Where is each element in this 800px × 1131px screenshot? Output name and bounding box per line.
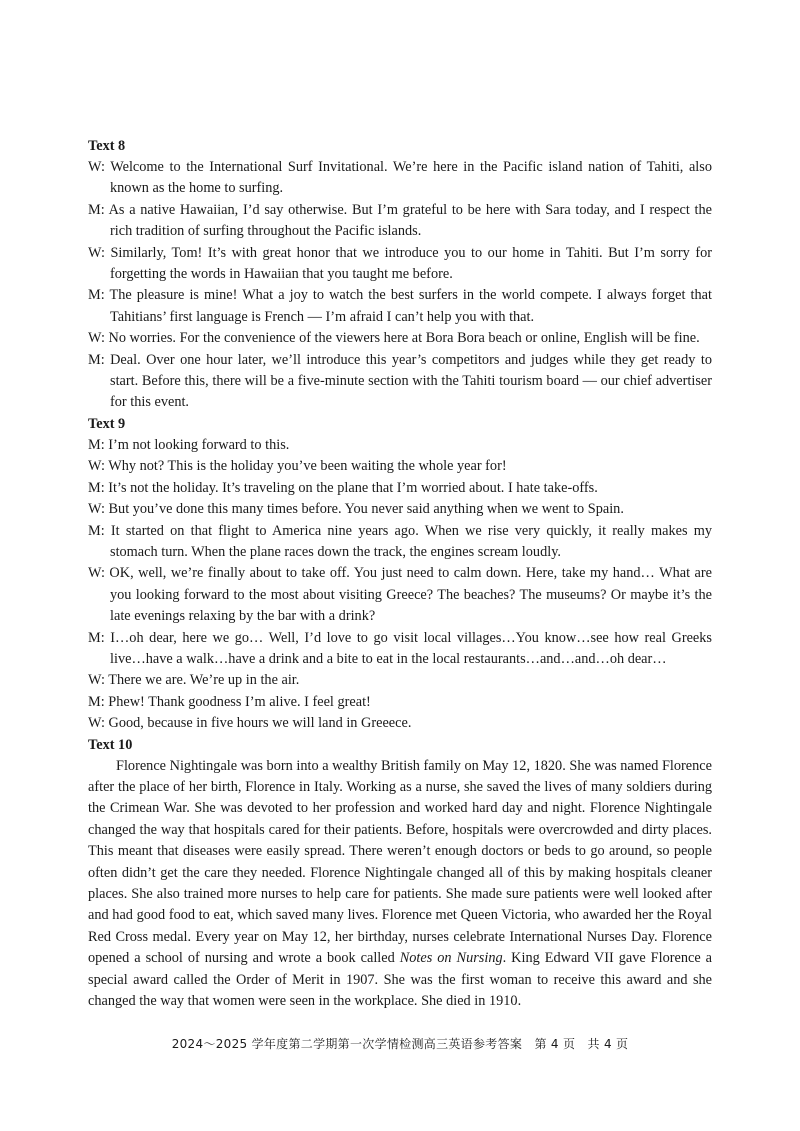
page-footer: 2024～2025 学年度第二学期第一次学情检测高三英语参考答案 第 4 页 共 4 页	[171, 1037, 629, 1051]
text9-heading: Text 9	[88, 415, 126, 432]
dialogue-line: W: No worries. For the convenience of the viewers here at Bora Bora beach or online, English will be fine.	[88, 330, 700, 347]
passage-text: Florence Nightingale was born into a wealthy British family on May 12, 1820. She was named Florence after the place of her birth, Florence in Italy. Working as a nurse, she saved the lives of many soldiers during the Crimean War. She was devoted to her profession and worked hard day and night. Florence Nightingale changed the way that hospitals cared for their patients. Before, hospitals were overcrowded and dirty places. This meant that diseases were easily spread. There weren’t enough doctors or beds to go around, so people often didn’t get the care they needed. Florence Nightingale changed all of this by making hospitals cleaner places. She also trained more nurses to help care for patients. She made sure patients were well looked after and had good food to eat, which saved many lives. Florence met Queen Victoria, who awarded her the Royal Red Cross medal. Every year on May 12, her birthday, nurses celebrate International Nurses Day. Florence opened a school of nursing and wrote a book called	[88, 757, 712, 967]
text10-heading: Text 10	[88, 736, 133, 753]
dialogue-line: W: OK, well, we’re finally about to take off. You just need to calm down. Here, take my hand… What are you looking forward to the most about visiting Greece? The beaches? The museums? Or maybe it’s the late evenings relaxing by the bar with a drink?	[88, 565, 712, 625]
dialogue-line: M: The pleasure is mine! What a joy to watch the best surfers in the world compete. I always forget that Tahitians’ first language is French — I’m afraid I can’t help you with that.	[88, 287, 712, 325]
dialogue-line: W: Good, because in five hours we will land in Greeece.	[88, 715, 412, 732]
text10-passage	[88, 756, 712, 1013]
dialogue-line: W: But you’ve done this many times before. You never said anything when we went to Spain.	[88, 501, 624, 518]
dialogue-line: M: As a native Hawaiian, I’d say otherwise. But I’m grateful to be here with Sara today, and I respect the rich tradition of surfing throughout the Pacific islands.	[88, 201, 712, 240]
text8-dialogue	[88, 157, 712, 414]
dialogue-line: W: Similarly, Tom! It’s with great honor that we introduce you to our home in Tahiti. But I’m sorry for forgetting the words in Hawaiian that you taught me before.	[88, 244, 712, 283]
dialogue-line: M: I…oh dear, here we go… Well, I’d love to go visit local villages…You know…see how real Greeks live…have a walk…have a drink and a bite to eat in the local restaurants…and…and…oh dear…	[88, 629, 712, 667]
passage-text-continued: . King Edward VII gave Florence a special award called the Order of Merit in 1907. She was the first woman to receive this award and she changed the way that women were seen in the workplace. She died in 1910.	[88, 950, 713, 1010]
dialogue-line: M: It started on that flight to America nine years ago. When we rise very quickly, it really makes my stomach turn. When the plane races down the track, the engines scream loudly.	[88, 522, 712, 560]
dialogue-line: W: Why not? This is the holiday you’ve been waiting the whole year for!	[88, 458, 507, 475]
dialogue-line: M: Phew! Thank goodness I’m alive. I feel great!	[88, 693, 371, 710]
dialogue-line: W: Welcome to the International Surf Invitational. We’re here in the Pacific island nation of Tahiti, also known as the home to surfing.	[88, 159, 712, 197]
book-title: Notes on Nursing	[399, 950, 503, 967]
text8-heading: Text 8	[88, 138, 126, 154]
transcript-content	[88, 136, 712, 1012]
dialogue-line: M: I’m not looking forward to this.	[88, 436, 290, 453]
dialogue-line: M: It’s not the holiday. It’s traveling on the plane that I’m worried about. I hate take-offs.	[88, 479, 598, 496]
dialogue-line: M: Deal. Over one hour later, we’ll introduce this year’s competitors and judges while they get ready to start. Before this, there will be a five-minute section with the Tahiti tourism board — our chief advertiser for this event.	[88, 351, 712, 411]
text9-dialogue	[88, 435, 712, 735]
dialogue-line: W: There we are. We’re up in the air.	[88, 672, 300, 689]
